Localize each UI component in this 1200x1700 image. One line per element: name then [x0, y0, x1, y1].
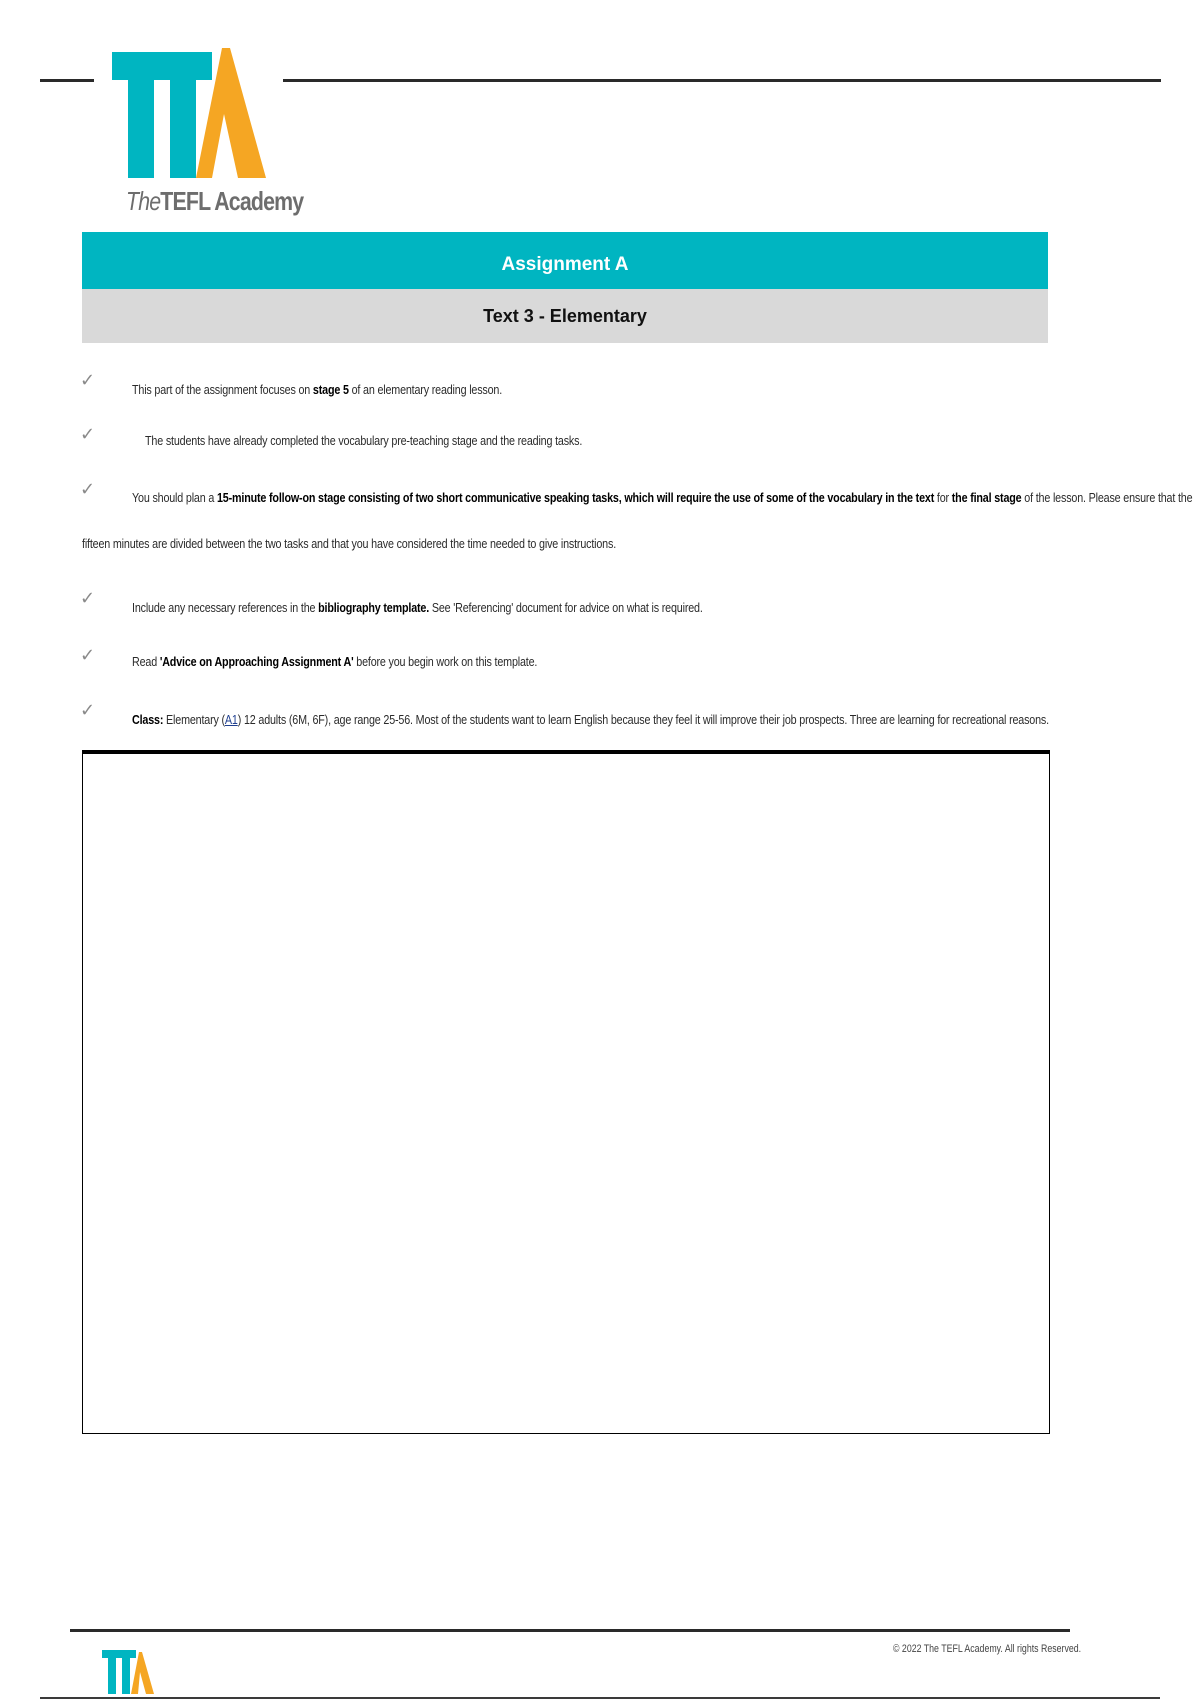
instruction-text: ) 12 adults (6M, 6F), age range 25-56. Most of the students want to learn English because they feel it will improve their job prospects. Three are learning for recreational reasons.: [237, 713, 1049, 727]
logo-the: The: [126, 186, 161, 216]
instruction-bold: the final stage: [951, 491, 1022, 505]
header-rule-right: [283, 79, 1161, 82]
instruction-text: before you begin work on this template.: [353, 655, 538, 669]
instruction-bold: 'Advice on Approaching Assignment A': [159, 655, 354, 669]
logo-wordmark: [126, 186, 303, 217]
instruction-text: This part of the assignment focuses on: [132, 383, 313, 397]
footer-bottom-rule: [40, 1697, 1160, 1699]
footer-rule: [70, 1629, 1070, 1632]
instruction-text: fifteen minutes are divided between the two tasks and that you have considered the time needed to give instructions.: [82, 537, 617, 551]
instruction-text: You should plan a: [132, 491, 217, 505]
instruction-bold: bibliography template.: [318, 601, 430, 615]
class-label: Class:: [132, 713, 164, 727]
checkmark-icon: ✓: [80, 479, 96, 499]
logo-name: TEFL Academy: [160, 186, 304, 216]
instruction-plan-continuation: [82, 537, 616, 551]
instruction-text: of the lesson. Please ensure that the: [1021, 491, 1193, 505]
checkmark-icon: ✓: [80, 370, 96, 390]
copyright-text: © 2022 The TEFL Academy. All rights Reserved.: [893, 1643, 1082, 1655]
checkmark-icon: ✓: [80, 700, 96, 720]
instruction-text: of an elementary reading lesson.: [348, 383, 503, 397]
instruction-bold: stage 5: [312, 383, 349, 397]
instruction-bold: 15-minute follow-on stage consisting of two short communicative speaking tasks, which will require the use of some of the vocabulary in the text: [216, 491, 935, 505]
checkmark-icon: ✓: [80, 645, 96, 665]
assignment-title: Assignment A: [501, 253, 629, 275]
instruction-text: for: [934, 491, 952, 505]
instruction-text: Include any necessary references in the: [132, 601, 319, 615]
instruction-text: Read: [132, 655, 160, 669]
checkmark-icon: ✓: [80, 588, 96, 608]
checkmark-icon: ✓: [80, 424, 96, 444]
text-subtitle: Text 3 - Elementary: [483, 305, 647, 326]
text-subtitle-banner: [82, 289, 1048, 343]
instruction-class: [132, 713, 1049, 727]
instruction-advice: [132, 655, 537, 669]
instruction-bibliography: [132, 601, 703, 615]
instruction-stage: [132, 383, 502, 397]
assignment-title-banner: [82, 232, 1048, 289]
instruction-text: See 'Referencing' document for advice on what is required.: [429, 601, 703, 615]
instruction-text: Elementary (: [163, 713, 225, 727]
instruction-text: The students have already completed the vocabulary pre-teaching stage and the reading tasks.: [145, 434, 583, 448]
instruction-plan: [132, 491, 1192, 505]
instruction-completed: [145, 434, 582, 448]
footer-tta-logo-icon: [102, 1650, 158, 1694]
header-rule-left: [40, 79, 94, 82]
level-link[interactable]: A1: [224, 713, 238, 727]
answer-text-box[interactable]: [82, 750, 1050, 1434]
